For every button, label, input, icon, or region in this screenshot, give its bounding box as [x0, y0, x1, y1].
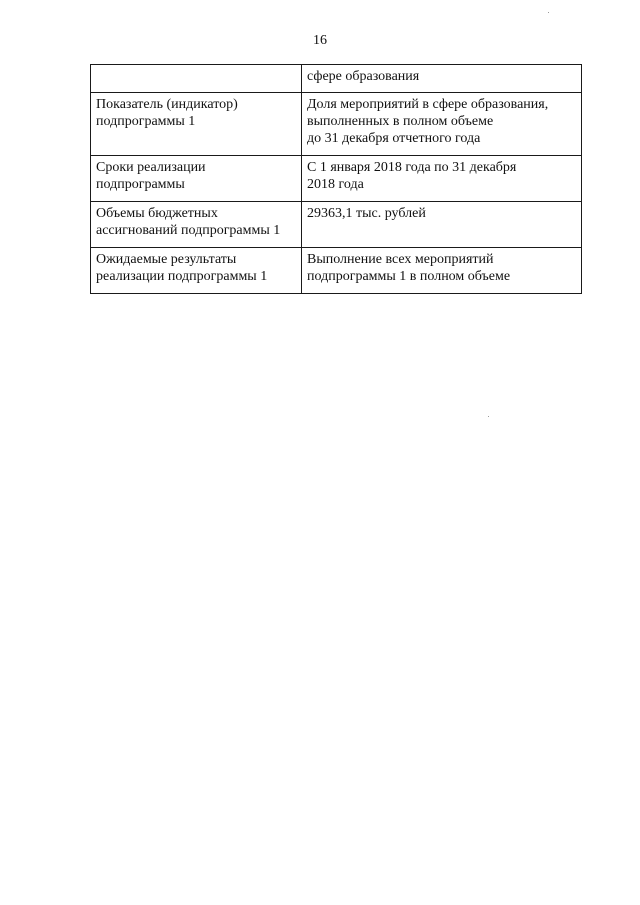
table-row [91, 93, 582, 156]
scan-speck [548, 12, 549, 13]
row-value-cell: сфере образования [302, 65, 582, 93]
table-row [91, 65, 582, 93]
page-number: 16 [313, 33, 327, 48]
indicator-label-cell: Показатель (индикатор) подпрограммы 1 [91, 93, 302, 156]
indicator-value-cell: Доля мероприятий в сфере образования, выполненных в полном объеме до 31 декабря отчетного года [302, 93, 582, 156]
row-label-cell [91, 65, 302, 93]
timeline-label-cell: Сроки реализации подпрограммы [91, 156, 302, 202]
budget-label-cell: Объемы бюджетных ассигнований подпрограммы 1 [91, 202, 302, 248]
expected-results-value-cell: Выполнение всех мероприятий подпрограммы 1 в полном объеме [302, 248, 582, 294]
subprogram-passport-table [90, 64, 582, 294]
table-row [91, 248, 582, 294]
expected-results-label-cell: Ожидаемые результаты реализации подпрограммы 1 [91, 248, 302, 294]
budget-value-cell: 29363,1 тыс. рублей [302, 202, 582, 248]
scan-speck [488, 416, 489, 417]
table-row [91, 202, 582, 248]
timeline-value-cell: С 1 января 2018 года по 31 декабря 2018 года [302, 156, 582, 202]
table-row [91, 156, 582, 202]
